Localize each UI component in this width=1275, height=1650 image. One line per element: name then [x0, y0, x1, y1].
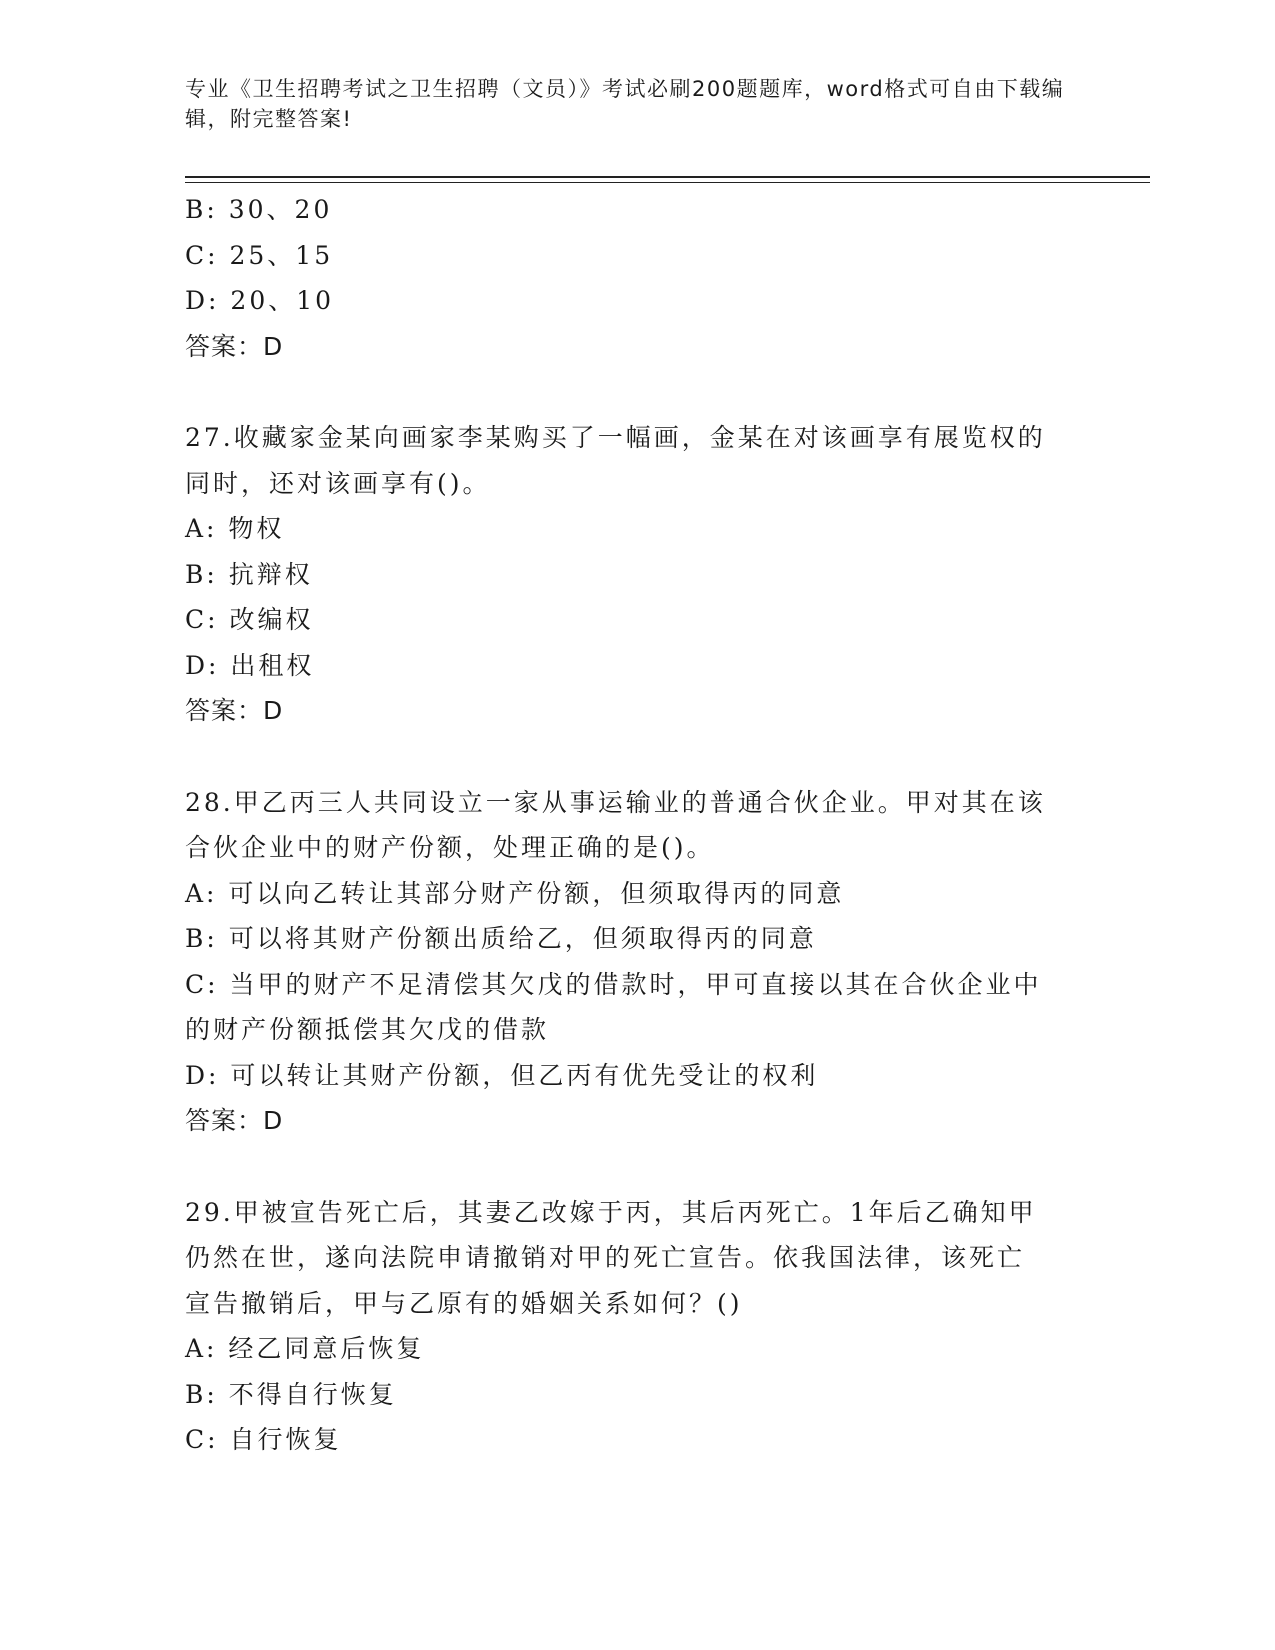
option-d: D: 出租权 — [185, 650, 315, 680]
option-line: C: 25、15 — [185, 240, 334, 270]
question-stem-line: 同时，还对该画享有()。 — [185, 468, 491, 498]
question-stem-line: 宣告撤销后，甲与乙原有的婚姻关系如何？() — [185, 1288, 743, 1318]
header-rule-thick — [185, 176, 1150, 178]
question-block-27 — [185, 415, 1085, 734]
option-c-continued: 的财产份额抵偿其欠戊的借款 — [185, 1015, 550, 1044]
option-line: D: 20、10 — [185, 286, 335, 315]
option-line: B: 30、20 — [185, 195, 333, 224]
question-stem-line: 27.收藏家金某向画家李某购买了一幅画，金某在对该画享有展览权的 — [185, 423, 1046, 452]
question-stem-line: 28.甲乙丙三人共同设立一家从事运输业的普通合伙企业。甲对其在该 — [185, 787, 1046, 817]
answer-line: 答案：D — [185, 331, 284, 361]
option-a: A: 物权 — [185, 514, 285, 543]
answer-line: 答案：D — [185, 1106, 284, 1135]
answer-line: 答案：D — [185, 696, 284, 725]
option-b: B: 可以将其财产份额出质给乙，但须取得丙的同意 — [185, 924, 817, 953]
question-stem-line: 合伙企业中的财产份额，处理正确的是()。 — [185, 833, 715, 862]
question-block-29 — [185, 1190, 1085, 1463]
prev-question-block — [185, 187, 1085, 369]
header-rule-thin — [185, 182, 1150, 183]
option-b: B: 抗辩权 — [185, 559, 313, 589]
question-stem-line: 仍然在世，遂向法院申请撤销对甲的死亡宣告。依我国法律，该死亡 — [185, 1243, 1026, 1272]
option-a: A: 可以向乙转让其部分财产份额，但须取得丙的同意 — [185, 878, 845, 908]
option-b: B: 不得自行恢复 — [185, 1379, 397, 1409]
page-header: 专业《卫生招聘考试之卫生招聘（文员）》考试必刷200题题库，word格式可自由下载编辑，附完整答案! — [185, 77, 1065, 131]
question-block-28 — [185, 780, 1085, 1144]
option-c: C: 改编权 — [185, 605, 314, 634]
option-c: C: 自行恢复 — [185, 1425, 342, 1454]
question-content — [185, 187, 1085, 1463]
option-c: C: 当甲的财产不足清偿其欠戊的借款时，甲可直接以其在合伙企业中 — [185, 969, 1042, 999]
option-d: D: 可以转让其财产份额，但乙丙有优先受让的权利 — [185, 1060, 819, 1090]
option-a: A: 经乙同意后恢复 — [185, 1334, 425, 1363]
question-stem-line: 29.甲被宣告死亡后，其妻乙改嫁于丙，其后丙死亡。1年后乙确知甲 — [185, 1197, 1037, 1227]
